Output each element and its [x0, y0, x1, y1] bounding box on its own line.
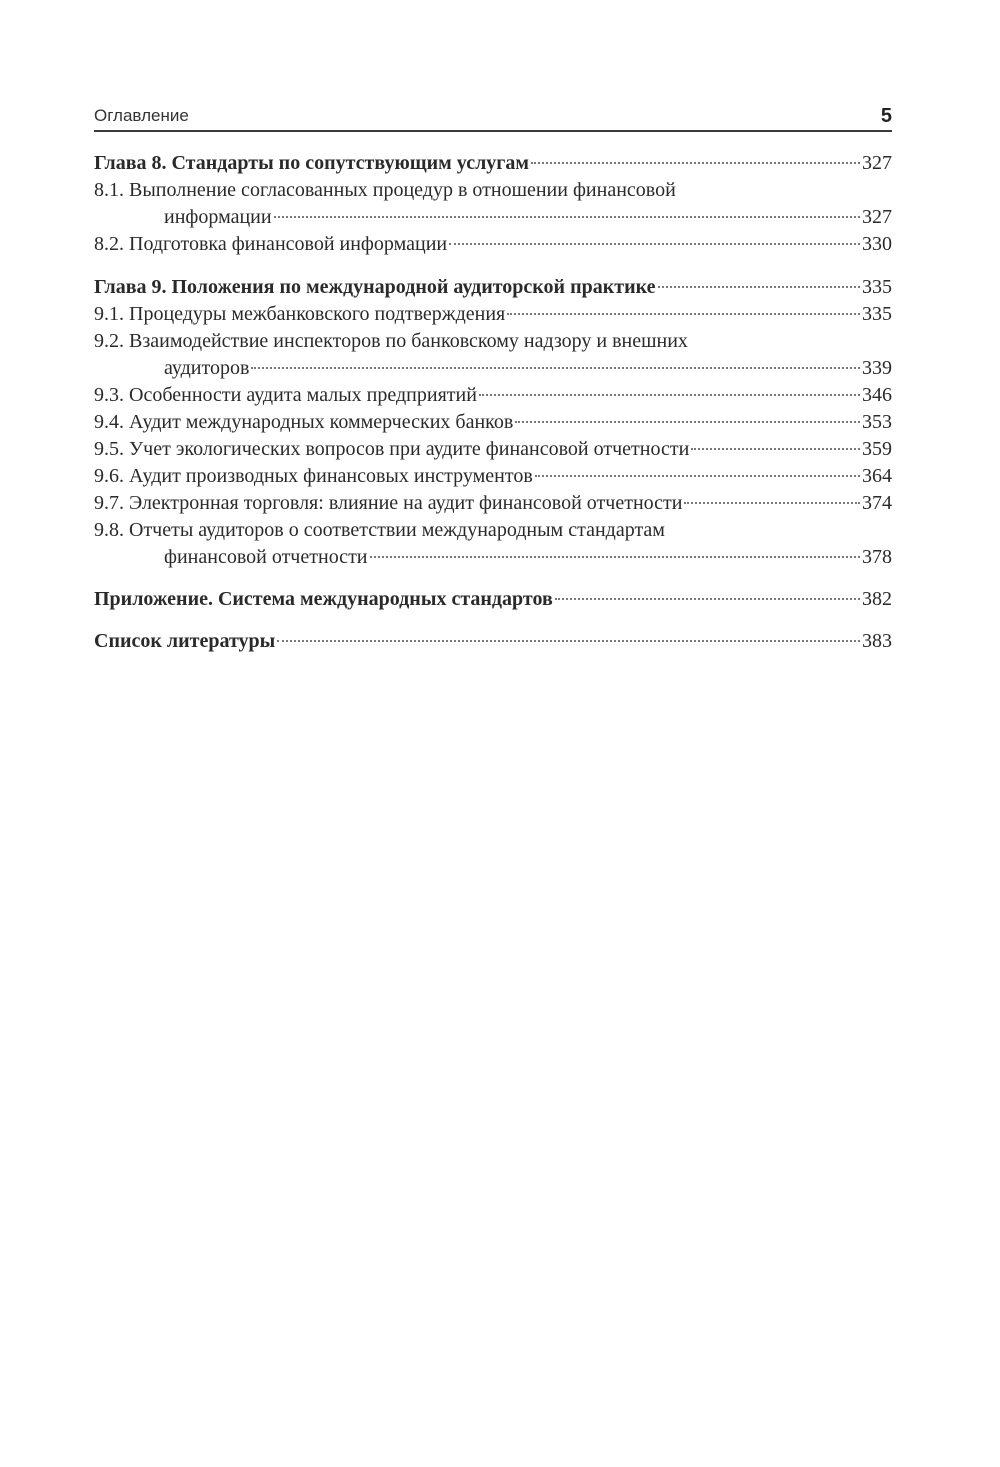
toc-entry-page: 327: [862, 206, 892, 228]
toc-entry-page: 339: [862, 357, 892, 379]
dot-leader: [515, 421, 860, 423]
dot-leader: [277, 640, 860, 642]
toc-entry-page: 346: [862, 384, 892, 406]
toc-entry-title: 9.7. Электронная торговля: влияние на аудит финансовой отчетности: [94, 492, 683, 514]
page-number: 5: [880, 105, 892, 127]
table-of-contents: [94, 150, 892, 655]
toc-entry-title: 9.6. Аудит производных финансовых инструментов: [94, 465, 533, 487]
toc-entry-page: 382: [862, 588, 892, 610]
dot-leader: [535, 475, 860, 477]
dot-leader: [507, 313, 860, 315]
toc-section-9-8[interactable]: [94, 517, 892, 571]
toc-entry-page: 335: [862, 303, 892, 325]
dot-leader: [658, 286, 861, 288]
toc-section-8-1[interactable]: [94, 177, 892, 231]
toc-references[interactable]: [94, 628, 892, 655]
dot-leader: [251, 367, 860, 369]
dot-leader: [370, 556, 860, 558]
toc-entry-page: 383: [862, 630, 892, 652]
toc-entry-page: 364: [862, 465, 892, 487]
toc-section-9-6[interactable]: [94, 463, 892, 490]
toc-entry-page: 353: [862, 411, 892, 433]
toc-appendix[interactable]: [94, 586, 892, 613]
toc-entry-title: 9.5. Учет экологических вопросов при аудите финансовой отчетности: [94, 438, 690, 460]
toc-entry-title: 9.3. Особенности аудита малых предприятий: [94, 384, 477, 406]
dot-leader: [691, 448, 860, 450]
toc-section-9-3[interactable]: [94, 382, 892, 409]
toc-entry-page: 327: [862, 152, 892, 174]
dot-leader: [449, 243, 860, 245]
toc-entry-page: 330: [862, 233, 892, 255]
dot-leader: [555, 598, 860, 600]
toc-section-9-2[interactable]: [94, 328, 892, 382]
toc-entry-page: 335: [862, 276, 892, 298]
toc-section-9-5[interactable]: [94, 436, 892, 463]
running-title: Оглавление: [94, 106, 189, 125]
toc-entry-page: 359: [862, 438, 892, 460]
running-header: [94, 104, 892, 132]
toc-section-8-2[interactable]: [94, 231, 892, 258]
toc-entry-title: Приложение. Система международных стандартов: [94, 588, 553, 610]
toc-chapter-8[interactable]: [94, 150, 892, 177]
toc-entry-title: 9.4. Аудит международных коммерческих банков: [94, 411, 514, 433]
toc-entry-title: Глава 9. Положения по международной аудиторской практике: [94, 276, 656, 298]
toc-section-9-4[interactable]: [94, 409, 892, 436]
dot-leader: [479, 394, 860, 396]
toc-entry-page: 378: [862, 546, 892, 568]
toc-entry-title: Глава 8. Стандарты по сопутствующим услугам: [94, 152, 529, 174]
dot-leader: [274, 216, 860, 218]
toc-section-9-1[interactable]: [94, 301, 892, 328]
toc-entry-title-line-2: аудиторов: [164, 357, 250, 379]
toc-entry-title: Список литературы: [94, 630, 276, 652]
dot-leader: [684, 502, 860, 504]
toc-entry-title: 8.2. Подготовка финансовой информации: [94, 233, 448, 255]
toc-entry-page: 374: [862, 492, 892, 514]
toc-section-9-7[interactable]: [94, 490, 892, 517]
toc-entry-title-line-2: финансовой отчетности: [164, 546, 368, 568]
toc-entry-title-line-1: 8.1. Выполнение согласованных процедур в отношении финансовой: [94, 179, 676, 201]
dot-leader: [531, 162, 860, 164]
toc-entry-title-line-1: 9.8. Отчеты аудиторов о соответствии международным стандартам: [94, 519, 665, 541]
toc-entry-title-line-2: информации: [164, 206, 272, 228]
toc-chapter-9[interactable]: [94, 274, 892, 301]
toc-entry-title: 9.1. Процедуры межбанковского подтверждения: [94, 303, 506, 325]
toc-entry-title-line-1: 9.2. Взаимодействие инспекторов по банковскому надзору и внешних: [94, 330, 688, 352]
